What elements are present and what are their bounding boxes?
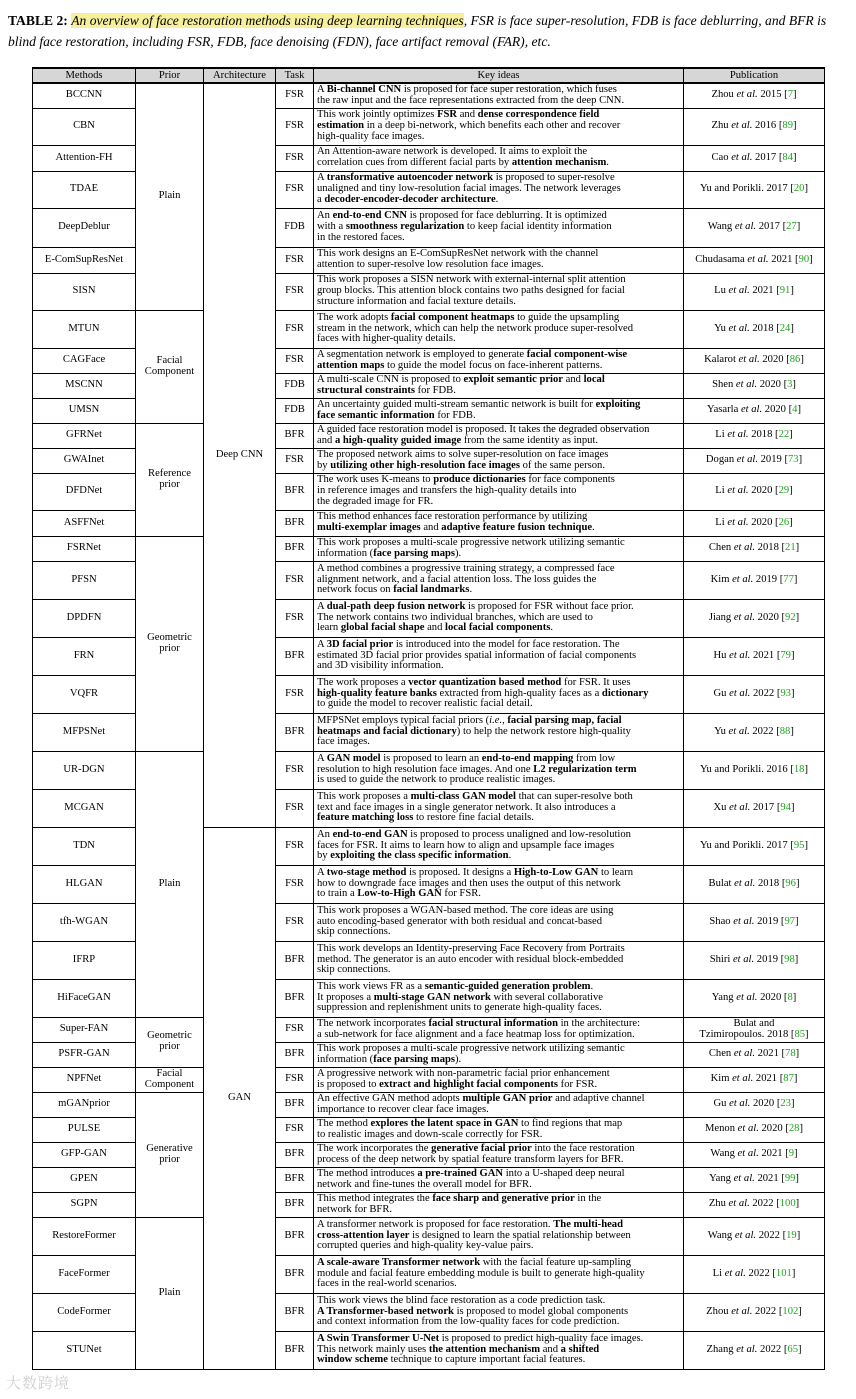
key-idea-cell: A GAN model is proposed to learn an end-to-end mapping from low resolution to high resolution face images. And one L2 regularization term is used to guide the network to produce realistic images. xyxy=(314,751,684,789)
key-idea-cell: The method explores the latent space in GAN to find regions that map to realistic images and down-scale correctly for FSR. xyxy=(314,1117,684,1142)
key-idea-cell: The work incorporates the generative facial prior into the face restoration process of the deep network by spatial feature transform layers for BFR. xyxy=(314,1142,684,1167)
table-row xyxy=(33,1217,825,1255)
caption-highlight: An overview of face restoration methods using deep learning techniques xyxy=(71,13,464,28)
task-cell: BFR xyxy=(276,1255,314,1293)
publication-cell: Kim et al. 2021 [87] xyxy=(684,1067,825,1092)
method-name: DFDNet xyxy=(33,473,136,510)
publication-cell: Zhang et al. 2022 [65] xyxy=(684,1331,825,1369)
key-idea-cell: This method integrates the face sharp and generative prior in the network for BFR. xyxy=(314,1192,684,1217)
publication-cell: Yu and Porikli. 2016 [18] xyxy=(684,751,825,789)
method-name: E-ComSupResNet xyxy=(33,247,136,273)
table-body xyxy=(33,83,825,1369)
method-name: GPEN xyxy=(33,1167,136,1192)
prior-group: Plain xyxy=(136,1217,204,1369)
publication-cell: Li et al. 2020 [29] xyxy=(684,473,825,510)
publication-cell: Gu et al. 2022 [93] xyxy=(684,675,825,713)
method-name: MCGAN xyxy=(33,789,136,827)
key-idea-cell: A Swin Transformer U-Net is proposed to predict high-quality face images. This network mainly uses the attention mechanism and a shifted window scheme technique to capture important facial features. xyxy=(314,1331,684,1369)
key-idea-cell: This work views the blind face restoration as a code prediction task. A Transformer-based network is proposed to model global components and context information from the low-quality faces for code prediction. xyxy=(314,1293,684,1331)
publication-cell: Zhu et al. 2016 [89] xyxy=(684,108,825,145)
caption-label: TABLE 2: xyxy=(8,13,68,28)
publication-cell: Cao et al. 2017 [84] xyxy=(684,145,825,171)
publication-cell: Yu and Porikli. 2017 [95] xyxy=(684,827,825,865)
method-name: SGPN xyxy=(33,1192,136,1217)
methods-table xyxy=(32,67,825,1370)
task-cell: BFR xyxy=(276,536,314,561)
key-idea-cell: A transformative autoencoder network is proposed to super-resolve unaligned and tiny low-resolution facial images. The network leverages a decoder-encoder-decoder architecture. xyxy=(314,171,684,208)
task-cell: FDB xyxy=(276,208,314,247)
table-row xyxy=(33,83,825,108)
publication-cell: Yang et al. 2020 [8] xyxy=(684,979,825,1017)
header-architecture: Architecture xyxy=(204,68,276,83)
key-idea-cell: This work develops an Identity-preserving Face Recovery from Portraits method. The generator is an auto encoder with residual block-embedded skip connections. xyxy=(314,941,684,979)
key-idea-cell: The work proposes a vector quantization based method for FSR. It uses high-quality feature banks extracted from high-quality faces as a dictionary to guide the model to recover realistic facial detail. xyxy=(314,675,684,713)
publication-cell: Shiri et al. 2019 [98] xyxy=(684,941,825,979)
method-name: CAGFace xyxy=(33,348,136,373)
method-name: GFRNet xyxy=(33,423,136,448)
table-header-row xyxy=(33,68,825,83)
publication-cell: Yu et al. 2022 [88] xyxy=(684,713,825,751)
key-idea-cell: MFPSNet employs typical facial priors (i.e., facial parsing map, facial heatmaps and facial dictionary) to help the network restore high-quality face images. xyxy=(314,713,684,751)
publication-cell: Kim et al. 2019 [77] xyxy=(684,561,825,599)
method-name: MFPSNet xyxy=(33,713,136,751)
task-cell: FSR xyxy=(276,108,314,145)
key-idea-cell: An end-to-end GAN is proposed to process unaligned and low-resolution faces for FSR. It aims to learn how to align and upsample face images by exploiting the class specific information. xyxy=(314,827,684,865)
key-idea-cell: This work proposes a multi-scale progressive network utilizing semantic information (face parsing maps). xyxy=(314,1042,684,1067)
prior-group: Generative prior xyxy=(136,1092,204,1217)
task-cell: FSR xyxy=(276,675,314,713)
publication-cell: Li et al. 2020 [26] xyxy=(684,510,825,536)
header-key-ideas: Key ideas xyxy=(314,68,684,83)
publication-cell: Yasarla et al. 2020 [4] xyxy=(684,398,825,423)
task-cell: FSR xyxy=(276,348,314,373)
publication-cell: Kalarot et al. 2020 [86] xyxy=(684,348,825,373)
publication-cell: Bulat and Tzimiropoulos. 2018 [85] xyxy=(684,1017,825,1042)
publication-cell: Wang et al. 2021 [9] xyxy=(684,1142,825,1167)
task-cell: BFR xyxy=(276,1142,314,1167)
key-idea-cell: A 3D facial prior is introduced into the model for face restoration. The estimated 3D facial prior provides spatial information of facial components and 3D visibility information. xyxy=(314,637,684,675)
architecture-group: Deep CNN xyxy=(204,83,276,827)
publication-cell: Yu et al. 2018 [24] xyxy=(684,310,825,348)
method-name: SISN xyxy=(33,273,136,310)
task-cell: FSR xyxy=(276,561,314,599)
task-cell: FSR xyxy=(276,247,314,273)
task-cell: BFR xyxy=(276,637,314,675)
key-idea-cell: This method enhances face restoration performance by utilizing multi-exemplar images and adaptive feature fusion technique. xyxy=(314,510,684,536)
task-cell: BFR xyxy=(276,423,314,448)
prior-group: Facial Component xyxy=(136,1067,204,1092)
publication-cell: Shao et al. 2019 [97] xyxy=(684,903,825,941)
key-idea-cell: This work proposes a WGAN-based method. The core ideas are using auto encoding-based generator with both residual and concat-based skip connections. xyxy=(314,903,684,941)
method-name: Attention-FH xyxy=(33,145,136,171)
method-name: NPFNet xyxy=(33,1067,136,1092)
task-cell: BFR xyxy=(276,713,314,751)
key-idea-cell: An Attention-aware network is developed. It aims to exploit the correlation cues from different facial parts by attention mechanism. xyxy=(314,145,684,171)
key-idea-cell: The work uses K-means to produce dictionaries for face components in reference images and transfers the high-quality details into the degraded image for FR. xyxy=(314,473,684,510)
method-name: GFP-GAN xyxy=(33,1142,136,1167)
method-name: STUNet xyxy=(33,1331,136,1369)
method-name: MTUN xyxy=(33,310,136,348)
key-idea-cell: The proposed network aims to solve super-resolution on face images by utilizing other high-resolution face images of the same person. xyxy=(314,448,684,473)
key-idea-cell: A segmentation network is employed to generate facial component-wise attention maps to guide the model focus on face-inherent patterns. xyxy=(314,348,684,373)
header-task: Task xyxy=(276,68,314,83)
key-idea-cell: The network incorporates facial structural information in the architecture: a sub-network for face alignment and a face heatmap loss for optimization. xyxy=(314,1017,684,1042)
method-name: GWAInet xyxy=(33,448,136,473)
key-idea-cell: An uncertainty guided multi-stream semantic network is built for exploiting face semantic information for FDB. xyxy=(314,398,684,423)
task-cell: BFR xyxy=(276,1192,314,1217)
key-idea-cell: A guided face restoration model is proposed. It takes the degraded observation and a high-quality guided image from the same identity as input. xyxy=(314,423,684,448)
task-cell: BFR xyxy=(276,1167,314,1192)
key-idea-cell: This work proposes a multi-scale progressive network utilizing semantic information (face parsing maps). xyxy=(314,536,684,561)
publication-cell: Jiang et al. 2020 [92] xyxy=(684,599,825,637)
key-idea-cell: This work jointly optimizes FSR and dense correspondence field estimation in a deep bi-network, which benefits each other and recover high-quality face images. xyxy=(314,108,684,145)
task-cell: FSR xyxy=(276,789,314,827)
table-row xyxy=(33,751,825,789)
task-cell: FDB xyxy=(276,373,314,398)
architecture-group: GAN xyxy=(204,827,276,1369)
method-name: VQFR xyxy=(33,675,136,713)
method-name: MSCNN xyxy=(33,373,136,398)
publication-cell: Hu et al. 2021 [79] xyxy=(684,637,825,675)
publication-cell: Shen et al. 2020 [3] xyxy=(684,373,825,398)
method-name: tfh-WGAN xyxy=(33,903,136,941)
table-caption: TABLE 2: An overview of face restoration methods using deep learning techniques, FSR is face super-resolution, FDB is face deblurring, and BFR is blind face restoration, including FSR, FDB, face denoising (FDN), face artifact removal (FAR), etc. xyxy=(8,13,827,49)
publication-cell: Li et al. 2018 [22] xyxy=(684,423,825,448)
method-name: HiFaceGAN xyxy=(33,979,136,1017)
key-idea-cell: The work adopts facial component heatmaps to guide the upsampling stream in the network, which can help the network produce super-resolved faces with higher-quality details. xyxy=(314,310,684,348)
publication-cell: Menon et al. 2020 [28] xyxy=(684,1117,825,1142)
task-cell: FDB xyxy=(276,398,314,423)
method-name: DPDFN xyxy=(33,599,136,637)
key-idea-cell: A two-stage method is proposed. It designs a High-to-Low GAN to learn how to downgrade face images and then uses the output of this network to train a Low-to-High GAN for FSR. xyxy=(314,865,684,903)
task-cell: FSR xyxy=(276,273,314,310)
method-name: PULSE xyxy=(33,1117,136,1142)
publication-cell: Chudasama et al. 2021 [90] xyxy=(684,247,825,273)
prior-group: Plain xyxy=(136,751,204,1017)
key-idea-cell: This work designs an E-ComSupResNet network with the channel attention to super-resolve low resolution face images. xyxy=(314,247,684,273)
task-cell: BFR xyxy=(276,473,314,510)
key-idea-cell: A multi-scale CNN is proposed to exploit semantic prior and local structural constraints for FDB. xyxy=(314,373,684,398)
caption-rest-1: FSR is face super-resolution, FDB is face deblurring, and xyxy=(470,13,786,28)
method-name: RestoreFormer xyxy=(33,1217,136,1255)
table-row xyxy=(33,310,825,348)
publication-cell: Zhou et al. 2015 [7] xyxy=(684,83,825,108)
key-idea-cell: A scale-aware Transformer network with the facial feature up-sampling module and facial feature embedding module is built to generate high-quality faces in the real-world scenarios. xyxy=(314,1255,684,1293)
method-name: PSFR-GAN xyxy=(33,1042,136,1067)
prior-group: Facial Component xyxy=(136,310,204,423)
task-cell: FSR xyxy=(276,1117,314,1142)
key-idea-cell: An effective GAN method adopts multiple GAN prior and adaptive channel importance to recover clear face images. xyxy=(314,1092,684,1117)
task-cell: FSR xyxy=(276,448,314,473)
key-idea-cell: This work proposes a multi-class GAN model that can super-resolve both text and face images in a single generator network. It also introduces a feature matching loss to restore fine facial details. xyxy=(314,789,684,827)
prior-group: Geometric prior xyxy=(136,1017,204,1067)
task-cell: BFR xyxy=(276,1042,314,1067)
task-cell: FSR xyxy=(276,599,314,637)
method-name: HLGAN xyxy=(33,865,136,903)
method-name: FRN xyxy=(33,637,136,675)
prior-group: Geometric prior xyxy=(136,536,204,751)
task-cell: BFR xyxy=(276,941,314,979)
table-row xyxy=(33,1067,825,1092)
task-cell: FSR xyxy=(276,145,314,171)
method-name: CBN xyxy=(33,108,136,145)
method-name: FaceFormer xyxy=(33,1255,136,1293)
key-idea-cell: This work proposes a SISN network with external-internal split attention group blocks. This attention block contains two paths designed for facial structure information and facial texture details. xyxy=(314,273,684,310)
method-name: IFRP xyxy=(33,941,136,979)
publication-cell: Xu et al. 2017 [94] xyxy=(684,789,825,827)
key-idea-cell: A transformer network is proposed for face restoration. The multi-head cross-attention layer is designed to learn the spatial relationship between corrupted queries and high-quality key-value pairs. xyxy=(314,1217,684,1255)
publication-cell: Li et al. 2022 [101] xyxy=(684,1255,825,1293)
key-idea-cell: A Bi-channel CNN is proposed for face super restoration, which fuses the raw input and the face representations extracted from the deep CNN. xyxy=(314,83,684,108)
publication-cell: Gu et al. 2020 [23] xyxy=(684,1092,825,1117)
publication-cell: Yu and Porikli. 2017 [20] xyxy=(684,171,825,208)
method-name: TDAE xyxy=(33,171,136,208)
table-row xyxy=(33,536,825,561)
task-cell: FSR xyxy=(276,751,314,789)
watermark: 大数跨境 xyxy=(6,1374,71,1392)
publication-cell: Yang et al. 2021 [99] xyxy=(684,1167,825,1192)
method-name: mGANprior xyxy=(33,1092,136,1117)
task-cell: BFR xyxy=(276,979,314,1017)
publication-cell: Zhou et al. 2022 [102] xyxy=(684,1293,825,1331)
task-cell: BFR xyxy=(276,1331,314,1369)
task-cell: FSR xyxy=(276,310,314,348)
publication-cell: Lu et al. 2021 [91] xyxy=(684,273,825,310)
task-cell: FSR xyxy=(276,865,314,903)
caption-rest-2: BFR is blind face restoration, including FSR, FDB, face denoising (FDN), face artifact removal (FAR), etc. xyxy=(8,13,827,49)
key-idea-cell: The method introduces a pre-trained GAN into a U-shaped deep neural network and fine-tunes the overall model for BFR. xyxy=(314,1167,684,1192)
task-cell: BFR xyxy=(276,510,314,536)
task-cell: FSR xyxy=(276,1067,314,1092)
table-row xyxy=(33,1017,825,1042)
publication-cell: Zhu et al. 2022 [100] xyxy=(684,1192,825,1217)
task-cell: BFR xyxy=(276,1217,314,1255)
task-cell: BFR xyxy=(276,1092,314,1117)
key-idea-cell: A progressive network with non-parametric facial prior enhancement is proposed to extract and highlight facial components for FSR. xyxy=(314,1067,684,1092)
method-name: ASFFNet xyxy=(33,510,136,536)
method-name: CodeFormer xyxy=(33,1293,136,1331)
task-cell: FSR xyxy=(276,903,314,941)
publication-cell: Wang et al. 2017 [27] xyxy=(684,208,825,247)
publication-cell: Bulat et al. 2018 [96] xyxy=(684,865,825,903)
task-cell: FSR xyxy=(276,171,314,208)
method-name: UMSN xyxy=(33,398,136,423)
publication-cell: Wang et al. 2022 [19] xyxy=(684,1217,825,1255)
method-name: BCCNN xyxy=(33,83,136,108)
task-cell: BFR xyxy=(276,1293,314,1331)
key-idea-cell: This work views FR as a semantic-guided generation problem. It proposes a multi-stage GAN network with several collaborative suppression and replenishment units to generate high-quality faces. xyxy=(314,979,684,1017)
method-name: TDN xyxy=(33,827,136,865)
key-idea-cell: A dual-path deep fusion network is proposed for FSR without face prior. The network contains two individual branches, which are used to learn global facial shape and local facial components. xyxy=(314,599,684,637)
header-methods: Methods xyxy=(33,68,136,83)
method-name: PFSN xyxy=(33,561,136,599)
key-idea-cell: A method combines a progressive training strategy, a compressed face alignment network, and a facial attention loss. The loss guides the network focus on facial landmarks. xyxy=(314,561,684,599)
header-prior: Prior xyxy=(136,68,204,83)
task-cell: FSR xyxy=(276,827,314,865)
publication-cell: Chen et al. 2018 [21] xyxy=(684,536,825,561)
method-name: UR-DGN xyxy=(33,751,136,789)
prior-group: Plain xyxy=(136,83,204,310)
prior-group: Reference prior xyxy=(136,423,204,536)
table-row xyxy=(33,423,825,448)
key-idea-cell: An end-to-end CNN is proposed for face deblurring. It is optimized with a smoothness regularization to keep facial identity information in the restored faces. xyxy=(314,208,684,247)
table-row xyxy=(33,1092,825,1117)
method-name: DeepDeblur xyxy=(33,208,136,247)
method-name: FSRNet xyxy=(33,536,136,561)
task-cell: FSR xyxy=(276,1017,314,1042)
publication-cell: Chen et al. 2021 [78] xyxy=(684,1042,825,1067)
task-cell: FSR xyxy=(276,83,314,108)
header-publication: Publication xyxy=(684,68,825,83)
method-name: Super-FAN xyxy=(33,1017,136,1042)
publication-cell: Dogan et al. 2019 [73] xyxy=(684,448,825,473)
